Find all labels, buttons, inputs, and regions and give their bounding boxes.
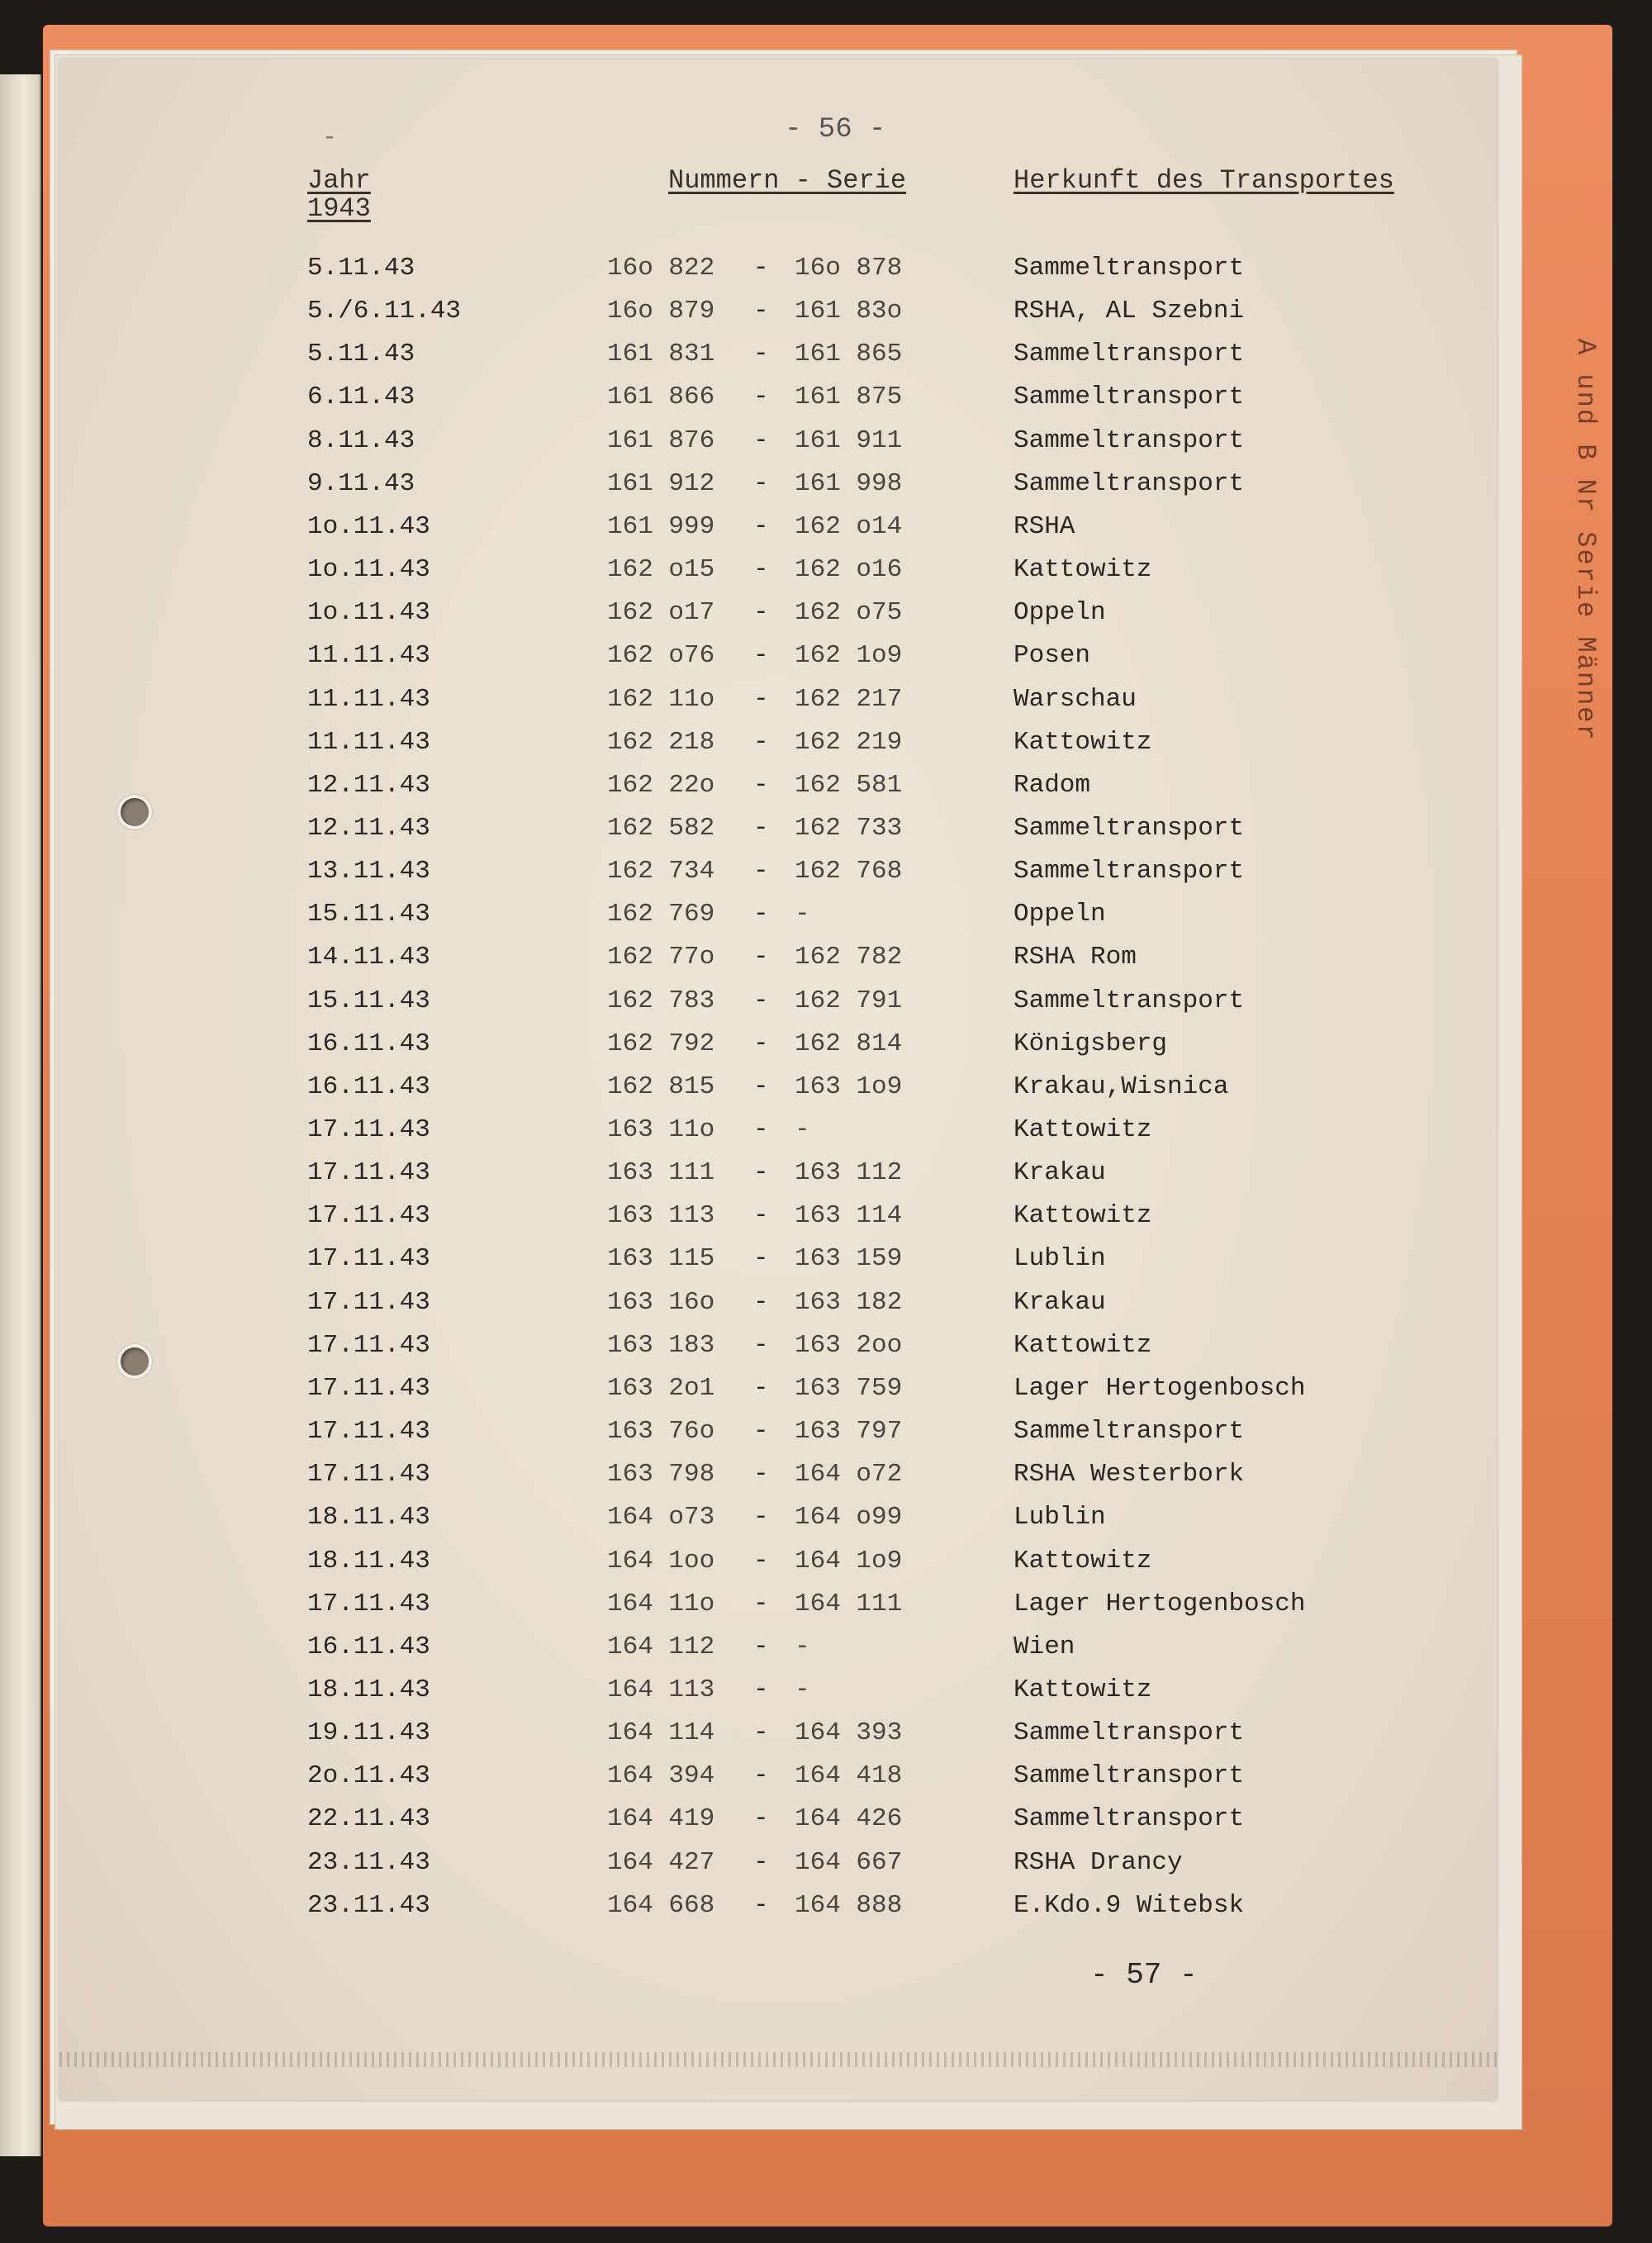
row-date: 17.11.43 [307,1330,430,1360]
row-dash: - [753,1675,769,1704]
row-dash: - [753,1847,769,1877]
row-number-to: 163 1o9 [795,1072,903,1101]
row-origin: Kattowitz [1014,1675,1152,1704]
row-date: 12.11.43 [307,813,430,843]
row-number-from: 162 792 [607,1029,715,1058]
folder-spine-label [1561,339,1611,867]
row-origin: Kattowitz [1014,727,1152,757]
row-number-to: 162 o14 [795,511,903,541]
row-number-to: 164 393 [795,1718,903,1748]
row-number-from: 164 113 [607,1675,715,1704]
row-date: 15.11.43 [307,986,430,1015]
row-number-to: 163 114 [795,1201,903,1231]
row-origin: Krakau [1014,1287,1106,1317]
row-number-to: 162 219 [795,727,903,757]
row-dash: - [753,900,769,929]
row-number-from: 163 2o1 [607,1373,715,1403]
row-date: 18.11.43 [307,1503,430,1533]
row-date: 6.11.43 [307,383,415,412]
row-date: 12.11.43 [307,770,430,800]
row-origin: Sammeltransport [1014,383,1245,412]
row-dash: - [753,297,769,326]
row-origin: E.Kdo.9 Witebsk [1014,1890,1245,1920]
row-origin: Sammeltransport [1014,986,1245,1015]
row-origin: Kattowitz [1014,555,1152,585]
row-origin: Lager Hertogenbosch [1014,1589,1306,1618]
row-dash: - [753,1287,769,1317]
row-dash: - [753,1330,769,1360]
row-number-to: 162 217 [795,684,903,714]
row-dash: - [753,1761,769,1791]
row-number-to: 164 o72 [795,1460,903,1490]
row-dash: - [753,383,769,412]
row-date: 17.11.43 [307,1158,430,1188]
row-date: 1o.11.43 [307,511,430,541]
row-date: 16.11.43 [307,1029,430,1058]
row-date: 19.11.43 [307,1718,430,1748]
row-dash: - [753,857,769,886]
row-number-to: 162 1o9 [795,641,903,671]
row-date: 11.11.43 [307,684,430,714]
row-number-from: 164 11o [607,1589,715,1618]
row-date: 11.11.43 [307,727,430,757]
row-dash: - [753,1115,769,1144]
row-dash: - [753,1460,769,1490]
row-dash: - [753,943,769,972]
row-number-to: 161 865 [795,340,903,369]
row-number-to: 162 o75 [795,598,903,628]
row-number-from: 164 394 [607,1761,715,1791]
row-number-from: 163 183 [607,1330,715,1360]
punch-hole-lower [117,1344,152,1379]
header-year: Jahr [307,165,371,196]
row-origin: Posen [1014,641,1091,671]
row-number-from: 162 77o [607,943,715,972]
row-date: 5.11.43 [307,254,415,283]
document-page [59,59,1497,2100]
row-dash: - [753,1890,769,1920]
row-origin: Lublin [1014,1503,1106,1533]
row-number-to: 161 998 [795,468,903,498]
row-origin: Sammeltransport [1014,468,1245,498]
row-origin: Krakau,Wisnica [1014,1072,1229,1101]
row-dash: - [753,684,769,714]
row-number-to: 162 733 [795,813,903,843]
row-dash: - [753,1546,769,1575]
row-number-to: - [795,1115,810,1144]
header-origin: Herkunft des Transportes [1014,165,1394,196]
punch-hole-upper [117,795,152,829]
row-number-from: 164 419 [607,1804,715,1834]
row-date: 8.11.43 [307,425,415,455]
row-number-from: 163 113 [607,1201,715,1231]
row-number-from: 162 815 [607,1072,715,1101]
row-date: 1o.11.43 [307,555,430,585]
row-dash: - [753,727,769,757]
row-number-from: 161 876 [607,425,715,455]
row-dash: - [753,598,769,628]
row-number-from: 16o 822 [607,254,715,283]
row-number-from: 161 866 [607,383,715,412]
row-origin: Sammeltransport [1014,1761,1245,1791]
row-origin: Kattowitz [1014,1115,1152,1144]
row-number-from: 162 11o [607,684,715,714]
row-number-to: 163 797 [795,1417,903,1447]
row-origin: RSHA Rom [1014,943,1137,972]
row-dash: - [753,1072,769,1101]
row-dash: - [753,641,769,671]
row-number-to: 163 759 [795,1373,903,1403]
page-number-top: - 56 - [785,114,886,145]
row-date: 23.11.43 [307,1890,430,1920]
row-date: 23.11.43 [307,1847,430,1877]
left-binder-pages [0,74,41,2156]
row-date: 17.11.43 [307,1115,430,1144]
row-dash: - [753,1244,769,1274]
row-origin: Lager Hertogenbosch [1014,1373,1306,1403]
row-date: 18.11.43 [307,1675,430,1704]
row-origin: RSHA [1014,511,1075,541]
row-dash: - [753,555,769,585]
row-date: 13.11.43 [307,857,430,886]
row-number-to: - [795,900,810,929]
row-number-from: 164 668 [607,1890,715,1920]
row-number-to: 164 888 [795,1890,903,1920]
row-number-from: 162 o76 [607,641,715,671]
row-origin: Sammeltransport [1014,254,1245,283]
row-origin: Sammeltransport [1014,340,1245,369]
row-number-from: 162 o15 [607,555,715,585]
paper-edge-shadow [59,2052,1497,2067]
row-number-to: 162 791 [795,986,903,1015]
row-number-from: 162 769 [607,900,715,929]
row-number-to: 163 112 [795,1158,903,1188]
row-number-from: 16o 879 [607,297,715,326]
row-date: 17.11.43 [307,1244,430,1274]
row-date: 16.11.43 [307,1632,430,1661]
row-date: 15.11.43 [307,900,430,929]
row-number-from: 161 831 [607,340,715,369]
row-number-to: 164 426 [795,1804,903,1834]
row-origin: RSHA, AL Szebni [1014,297,1245,326]
row-number-from: 162 218 [607,727,715,757]
row-number-to: 161 875 [795,383,903,412]
row-number-to: 164 1o9 [795,1546,903,1575]
row-dash: - [753,1201,769,1231]
row-date: 17.11.43 [307,1589,430,1618]
row-date: 9.11.43 [307,468,415,498]
row-dash: - [753,1373,769,1403]
row-origin: Wien [1014,1632,1075,1661]
row-number-from: 163 16o [607,1287,715,1317]
row-number-to: 164 667 [795,1847,903,1877]
row-number-from: 164 114 [607,1718,715,1748]
row-dash: - [753,1417,769,1447]
row-date: 17.11.43 [307,1417,430,1447]
row-dash: - [753,986,769,1015]
row-number-to: 164 o99 [795,1503,903,1533]
row-number-to: 161 911 [795,425,903,455]
row-number-to: 163 159 [795,1244,903,1274]
row-dash: - [753,813,769,843]
row-origin: Sammeltransport [1014,425,1245,455]
row-number-from: 162 783 [607,986,715,1015]
row-number-to: 161 83o [795,297,903,326]
row-origin: Königsberg [1014,1029,1168,1058]
row-dash: - [753,425,769,455]
row-number-from: 161 912 [607,468,715,498]
row-number-from: 163 76o [607,1417,715,1447]
row-number-from: 163 798 [607,1460,715,1490]
row-origin: Lublin [1014,1244,1106,1274]
row-number-to: 163 182 [795,1287,903,1317]
row-origin: Sammeltransport [1014,1417,1245,1447]
row-number-to: 162 581 [795,770,903,800]
row-origin: RSHA Drancy [1014,1847,1183,1877]
row-number-to: 163 2oo [795,1330,903,1360]
row-number-to: 162 768 [795,857,903,886]
row-date: 1o.11.43 [307,598,430,628]
row-number-to: 162 o16 [795,555,903,585]
row-number-to: 162 782 [795,943,903,972]
row-origin: Sammeltransport [1014,857,1245,886]
row-origin: Krakau [1014,1158,1106,1188]
row-number-to: - [795,1632,810,1661]
row-date: 18.11.43 [307,1546,430,1575]
row-origin: Kattowitz [1014,1546,1152,1575]
header-year-value: 1943 [307,193,371,224]
row-origin: Sammeltransport [1014,1804,1245,1834]
row-dash: - [753,254,769,283]
row-number-from: 164 427 [607,1847,715,1877]
row-origin: Sammeltransport [1014,1718,1245,1748]
row-number-to: - [795,1675,810,1704]
row-dash: - [753,340,769,369]
row-number-from: 164 1oo [607,1546,715,1575]
row-date: 22.11.43 [307,1804,430,1834]
row-dash: - [753,1029,769,1058]
row-origin: Kattowitz [1014,1330,1152,1360]
row-number-from: 162 734 [607,857,715,886]
row-number-from: 162 o17 [607,598,715,628]
row-number-from: 161 999 [607,511,715,541]
row-date: 11.11.43 [307,641,430,671]
row-origin: Kattowitz [1014,1201,1152,1231]
row-dash: - [753,770,769,800]
row-number-to: 164 111 [795,1589,903,1618]
row-origin: Sammeltransport [1014,813,1245,843]
row-dash: - [753,1804,769,1834]
row-dash: - [753,1718,769,1748]
page-number-bottom: - 57 - [1090,1958,1198,1992]
row-date: 14.11.43 [307,943,430,972]
row-date: 17.11.43 [307,1201,430,1231]
row-date: 5.11.43 [307,340,415,369]
row-number-to: 16o 878 [795,254,903,283]
top-mark: - [322,124,338,152]
row-number-from: 163 115 [607,1244,715,1274]
row-number-from: 163 11o [607,1115,715,1144]
row-date: 5./6.11.43 [307,297,462,326]
row-date: 17.11.43 [307,1287,430,1317]
row-number-from: 162 582 [607,813,715,843]
row-number-from: 163 111 [607,1158,715,1188]
row-date: 17.11.43 [307,1460,430,1490]
row-dash: - [753,1632,769,1661]
row-dash: - [753,511,769,541]
row-number-from: 162 22o [607,770,715,800]
row-origin: RSHA Westerbork [1014,1460,1245,1490]
row-number-to: 164 418 [795,1761,903,1791]
row-dash: - [753,1589,769,1618]
row-number-from: 164 112 [607,1632,715,1661]
row-number-from: 164 o73 [607,1503,715,1533]
row-origin: Oppeln [1014,900,1106,929]
row-origin: Radom [1014,770,1091,800]
row-origin: Oppeln [1014,598,1106,628]
row-dash: - [753,1158,769,1188]
row-origin: Warschau [1014,684,1137,714]
row-number-to: 162 814 [795,1029,903,1058]
row-date: 2o.11.43 [307,1761,430,1791]
row-dash: - [753,1503,769,1533]
row-date: 17.11.43 [307,1373,430,1403]
row-dash: - [753,468,769,498]
row-date: 16.11.43 [307,1072,430,1101]
header-number-series: Nummern - Serie [668,165,907,196]
folder-spine-text: A und B Nr Serie Männer [1570,339,1601,742]
